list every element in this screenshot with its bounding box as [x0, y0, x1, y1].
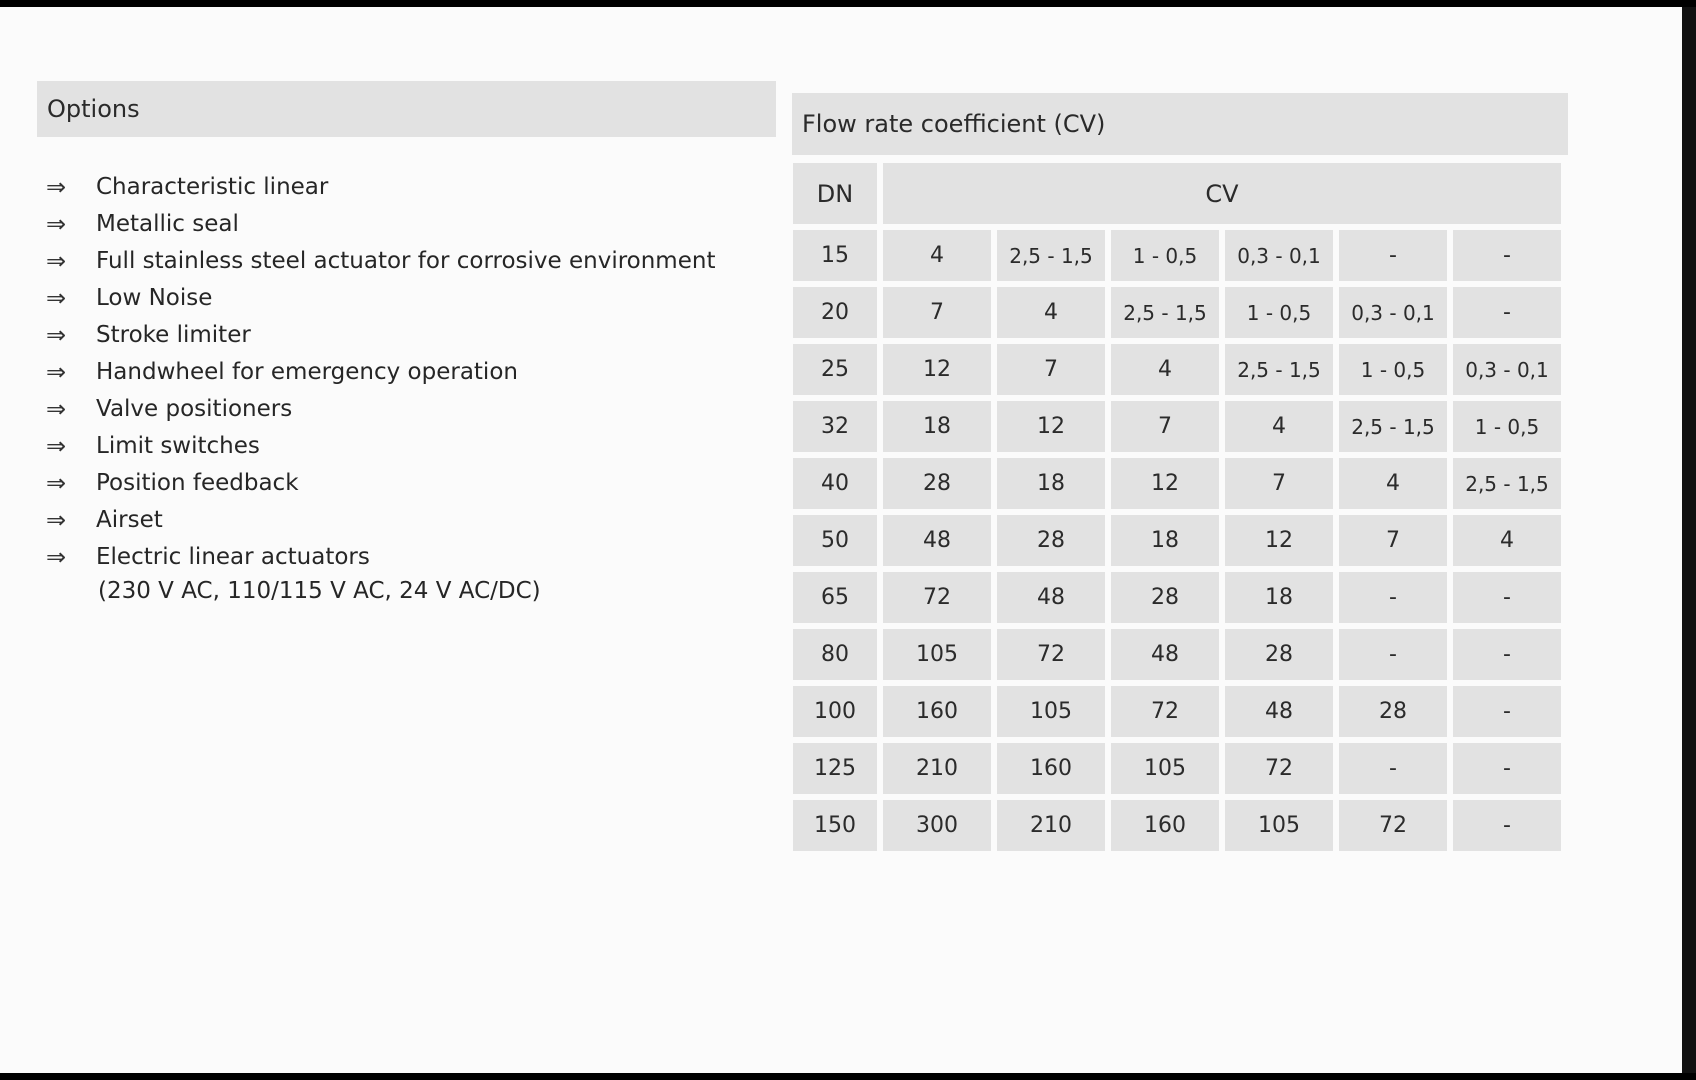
cv-cell: 2,5 - 1,5	[1225, 344, 1333, 395]
table-row	[793, 800, 1561, 851]
cv-cell: 28	[1111, 572, 1219, 623]
cv-cell: 18	[883, 401, 991, 452]
cv-cell: 4	[1225, 401, 1333, 452]
cv-cell: 12	[1225, 515, 1333, 566]
table-row	[793, 344, 1561, 395]
cv-cell: 4	[1339, 458, 1447, 509]
cv-cell: 1 - 0,5	[1453, 401, 1561, 452]
dn-cell: 125	[793, 743, 877, 794]
cv-cell: 7	[1339, 515, 1447, 566]
dn-cell: 65	[793, 572, 877, 623]
option-text: Characteristic linear	[96, 174, 329, 200]
cv-cell: 105	[997, 686, 1105, 737]
cv-cell: 28	[883, 458, 991, 509]
option-text: Metallic seal	[96, 211, 239, 237]
arrow-right-icon: ⇒	[46, 506, 67, 534]
cv-cell: 18	[1111, 515, 1219, 566]
option-text: Electric linear actuators	[96, 544, 370, 570]
cv-cell: 12	[1111, 458, 1219, 509]
arrow-right-icon: ⇒	[46, 284, 67, 312]
table-row	[793, 743, 1561, 794]
flow-table-title: Flow rate coefficient (CV)	[792, 93, 1568, 155]
cv-cell: 28	[1339, 686, 1447, 737]
dn-cell: 80	[793, 629, 877, 680]
cv-cell: 0,3 - 0,1	[1453, 344, 1561, 395]
cv-cell: -	[1339, 572, 1447, 623]
option-text: Full stainless steel actuator for corrosive environment	[96, 248, 716, 274]
cv-cell: 1 - 0,5	[1225, 287, 1333, 338]
cv-cell: -	[1453, 287, 1561, 338]
flow-rate-table	[787, 157, 1567, 857]
table-row	[793, 458, 1561, 509]
table-row	[793, 287, 1561, 338]
cv-cell: 0,3 - 0,1	[1225, 230, 1333, 281]
cv-cell: 12	[883, 344, 991, 395]
cv-cell: -	[1453, 743, 1561, 794]
cv-cell: 4	[883, 230, 991, 281]
option-text: Airset	[96, 507, 163, 533]
cv-cell: 12	[997, 401, 1105, 452]
arrow-right-icon: ⇒	[46, 432, 67, 460]
cv-cell: 48	[1225, 686, 1333, 737]
cv-cell: 7	[1111, 401, 1219, 452]
cv-cell: 2,5 - 1,5	[1339, 401, 1447, 452]
cv-cell: 28	[997, 515, 1105, 566]
dn-cell: 100	[793, 686, 877, 737]
option-subtext: (230 V AC, 110/115 V AC, 24 V AC/DC)	[98, 578, 541, 604]
table-row	[793, 230, 1561, 281]
cv-cell: 210	[883, 743, 991, 794]
arrow-right-icon: ⇒	[46, 210, 67, 238]
cv-cell: -	[1453, 686, 1561, 737]
option-text: Handwheel for emergency operation	[96, 359, 518, 385]
dn-cell: 15	[793, 230, 877, 281]
option-text: Valve positioners	[96, 396, 293, 422]
cv-cell: -	[1453, 800, 1561, 851]
cv-cell: 160	[883, 686, 991, 737]
cv-cell: 210	[997, 800, 1105, 851]
table-row	[793, 629, 1561, 680]
cv-cell: 300	[883, 800, 991, 851]
table-row	[793, 515, 1561, 566]
cv-cell: 2,5 - 1,5	[1111, 287, 1219, 338]
dn-cell: 25	[793, 344, 877, 395]
table-row	[793, 401, 1561, 452]
cv-cell: 48	[1111, 629, 1219, 680]
cv-cell: 2,5 - 1,5	[997, 230, 1105, 281]
options-title: Options	[37, 81, 776, 137]
cv-cell: 4	[997, 287, 1105, 338]
option-text: Low Noise	[96, 285, 213, 311]
cv-cell: 48	[883, 515, 991, 566]
cv-cell: 7	[883, 287, 991, 338]
header-dn: DN	[793, 163, 877, 224]
arrow-right-icon: ⇒	[46, 395, 67, 423]
option-text: Stroke limiter	[96, 322, 251, 348]
cv-cell: -	[1339, 629, 1447, 680]
cv-cell: 72	[1111, 686, 1219, 737]
cv-cell: 105	[1225, 800, 1333, 851]
document-page	[0, 7, 1682, 1073]
cv-cell: 160	[1111, 800, 1219, 851]
cv-cell: -	[1339, 743, 1447, 794]
cv-cell: 4	[1111, 344, 1219, 395]
table-header-row	[793, 163, 1561, 224]
cv-cell: 7	[997, 344, 1105, 395]
cv-cell: 48	[997, 572, 1105, 623]
arrow-right-icon: ⇒	[46, 247, 67, 275]
table-row	[793, 686, 1561, 737]
cv-cell: -	[1453, 629, 1561, 680]
cv-cell: 7	[1225, 458, 1333, 509]
cv-cell: 160	[997, 743, 1105, 794]
cv-cell: 1 - 0,5	[1111, 230, 1219, 281]
cv-cell: 18	[1225, 572, 1333, 623]
cv-cell: 18	[997, 458, 1105, 509]
header-cv: CV	[883, 163, 1561, 224]
option-text: Limit switches	[96, 433, 260, 459]
cv-cell: 1 - 0,5	[1339, 344, 1447, 395]
arrow-right-icon: ⇒	[46, 469, 67, 497]
cv-cell: 105	[883, 629, 991, 680]
dn-cell: 40	[793, 458, 877, 509]
arrow-right-icon: ⇒	[46, 358, 67, 386]
cv-cell: 72	[1225, 743, 1333, 794]
cv-cell: 0,3 - 0,1	[1339, 287, 1447, 338]
cv-cell: 72	[1339, 800, 1447, 851]
cv-cell: 2,5 - 1,5	[1453, 458, 1561, 509]
table-row	[793, 572, 1561, 623]
cv-cell: 72	[883, 572, 991, 623]
cv-cell: 72	[997, 629, 1105, 680]
cv-cell: 4	[1453, 515, 1561, 566]
dn-cell: 150	[793, 800, 877, 851]
arrow-right-icon: ⇒	[46, 321, 67, 349]
arrow-right-icon: ⇒	[46, 543, 67, 571]
cv-cell: -	[1453, 230, 1561, 281]
cv-cell: 105	[1111, 743, 1219, 794]
cv-cell: -	[1453, 572, 1561, 623]
dn-cell: 20	[793, 287, 877, 338]
cv-cell: 28	[1225, 629, 1333, 680]
arrow-right-icon: ⇒	[46, 173, 67, 201]
dn-cell: 50	[793, 515, 877, 566]
option-text: Position feedback	[96, 470, 299, 496]
window-edge	[1682, 7, 1696, 1073]
dn-cell: 32	[793, 401, 877, 452]
cv-cell: -	[1339, 230, 1447, 281]
